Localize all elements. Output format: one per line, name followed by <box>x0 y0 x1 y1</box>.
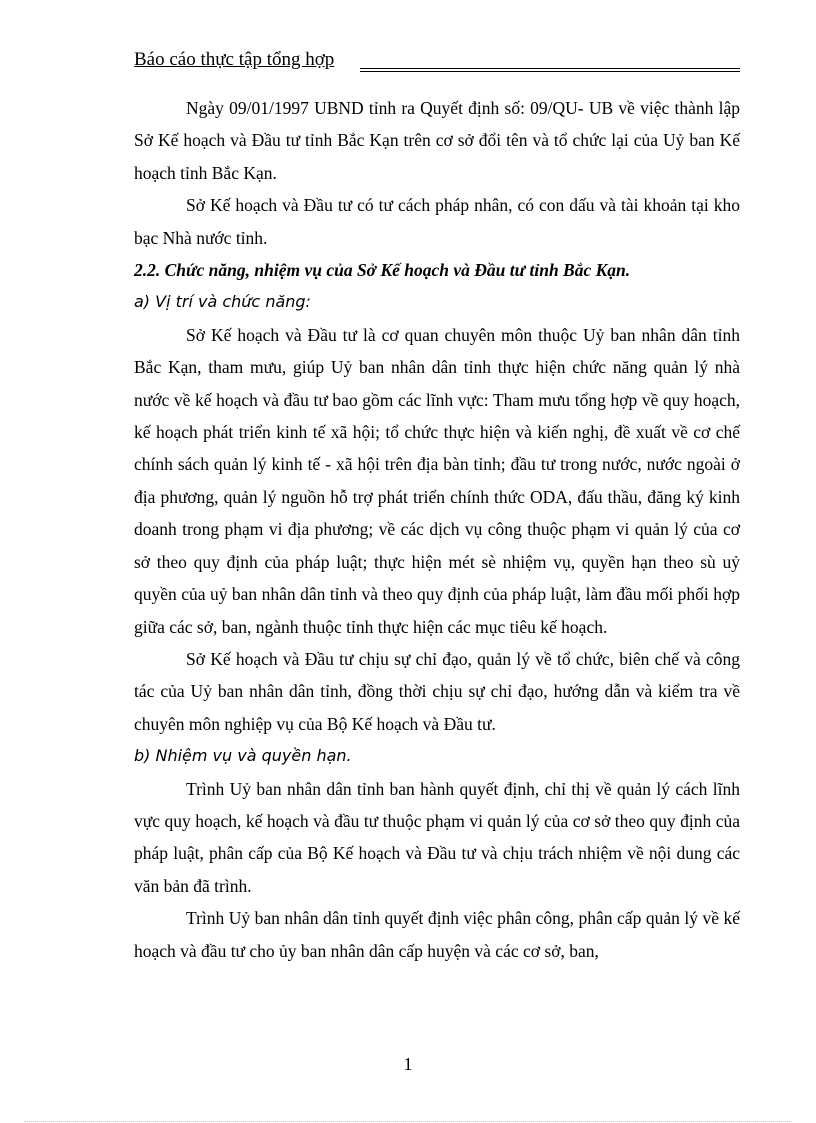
header-rule-secondary <box>360 71 740 72</box>
section-heading: 2.2. Chức năng, nhiệm vụ của Sở Kế hoạch và Đầu tư tỉnh Bắc Kạn. <box>134 260 631 281</box>
header-rule <box>360 68 740 69</box>
paragraph-function: Sở Kế hoạch và Đầu tư là cơ quan chuyên môn thuộc Uỷ ban nhân dân tỉnh Bắc Kạn, tham mưu, giúp Uỷ ban nhân dân tỉnh thực hiện chức năng quản lý nhà nước về kế hoạch và đầu tư bao gồm các lĩnh vực: Tham mưu tổng hợp về quy hoạch, kế hoạch phát triển kinh tế xã hội; tổ chức thực hiện và kiến nghị, đề xuất về cơ chế chính sách quản lý kinh tế - xã hội trên địa bàn tỉnh; đầu tư trong nước, nước ngoài ở địa phương, quản lý nguồn hỗ trợ phát triển chính thức ODA, đấu thầu, đăng ký kinh doanh trong phạm vi địa phương; về các dịch vụ công thuộc phạm vi quản lý của cơ sở theo quy định của pháp luật; thực hiện mét sè nhiệm vụ, quyền hạn theo sù uỷ quyền của uỷ ban nhân dân tỉnh và theo quy định của pháp luật, làm đầu mối phối hợp giữa các sở, ban, ngành thuộc tỉnh thực hiện các mục tiêu kế hoạch. <box>134 324 740 637</box>
document-body <box>134 92 740 967</box>
paragraph-direction: Sở Kế hoạch và Đầu tư chịu sự chỉ đạo, quản lý về tổ chức, biên chế và công tác của Uỷ ban nhân dân tỉnh, đồng thời chịu sự chỉ đạo, hướng dẫn và kiểm tra về chuyên môn nghiệp vụ của Bộ Kế hoạch và Đầu tư. <box>134 648 740 734</box>
paragraph-legal-status: Sở Kế hoạch và Đầu tư có tư cách pháp nhân, có con dấu và tài khoản tại kho bạc Nhà nước tỉnh. <box>134 195 740 248</box>
paragraph-decision: Ngày 09/01/1997 UBND tỉnh ra Quyết định số: 09/QU- UB về việc thành lập Sở Kế hoạch và Đầu tư tỉnh Bắc Kạn trên cơ sở đổi tên và tổ chức lại của Uỷ ban Kế hoạch tỉnh Bắc Kạn. <box>134 98 740 183</box>
paragraph-duties-1: Trình Uỷ ban nhân dân tỉnh ban hành quyết định, chỉ thị về quản lý cách lĩnh vực quy hoạch, kế hoạch và đầu tư thuộc phạm vi quản lý của cơ sở theo quy định của pháp luật, phân cấp của Bộ Kế hoạch và Đầu tư và chịu trách nhiệm về nội dung các văn bản đã trình. <box>134 778 740 896</box>
page-header <box>134 48 740 72</box>
paragraph-duties-2: Trình Uỷ ban nhân dân tỉnh quyết định việc phân công, phân cấp quản lý về kế hoạch và đầu tư cho ủy ban nhân dân cấp huyện và các cơ sở, ban, <box>134 908 740 961</box>
header-title: Báo cáo thực tập tổng hợp <box>134 49 335 70</box>
subheading-position-function: a) Vị trí và chức năng: <box>134 292 311 312</box>
subheading-duties-powers: b) Nhiệm vụ và quyền hạn. <box>134 746 352 766</box>
page-number: 1 <box>403 1054 413 1074</box>
page-bottom-border <box>24 1121 792 1122</box>
